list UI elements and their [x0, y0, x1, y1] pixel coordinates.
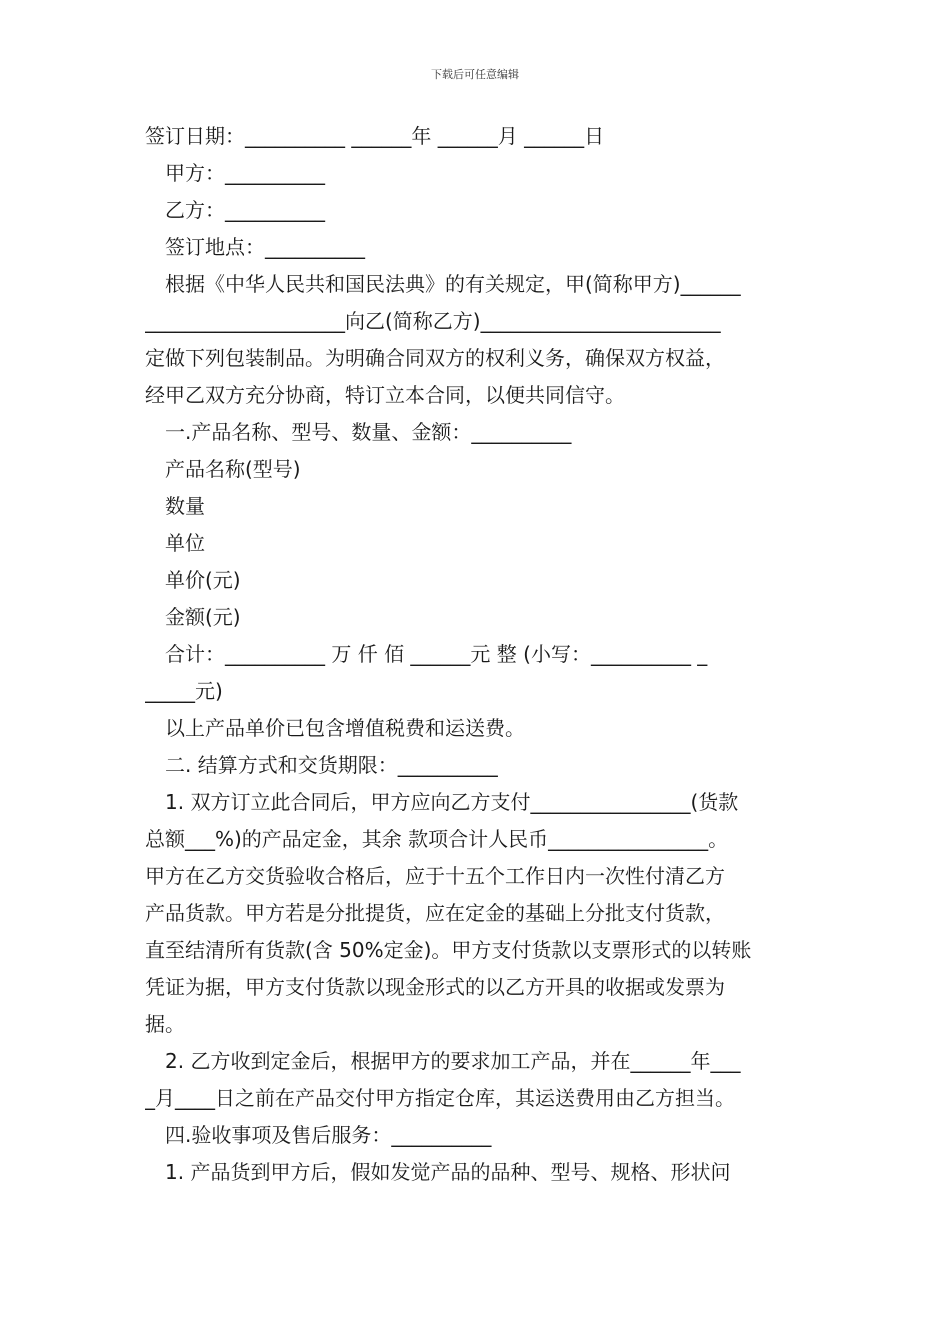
section-heading: 二. 结算方式和交货期限：__________	[165, 753, 498, 777]
sign-place-line: 签订地点：__________	[165, 235, 365, 259]
list-item: 数量	[165, 494, 205, 518]
clause-line: 凭证为据，甲方支付货款以现金形式的以乙方开具的收据或发票为	[145, 975, 725, 999]
clause-line: 1. 产品货到甲方后，假如发觉产品的品种、型号、规格、形状问	[165, 1160, 731, 1184]
paragraph-line: 定做下列包装制品。为明确合同双方的权利义务，确保双方权益，	[145, 346, 725, 370]
clause-line: _月____日之前在产品交付甲方指定仓库，其运送费用由乙方担当。	[145, 1086, 735, 1110]
sign-date-line: 签订日期：__________ ______年 ______月 ______日	[145, 124, 605, 148]
clause-line: 总额___%)的产品定金，其余 款项合计人民币________________。	[145, 827, 729, 851]
list-item: 单位	[165, 531, 205, 555]
page-header: 下载后可任意编辑	[431, 68, 519, 81]
clause-line: 2. 乙方收到定金后，根据甲方的要求加工产品，并在______年___	[165, 1049, 741, 1073]
section-heading: 四.验收事项及售后服务：__________	[165, 1123, 492, 1147]
list-item: 产品名称(型号)	[165, 457, 301, 481]
list-item: 单价(元)	[165, 568, 241, 592]
paragraph-line: 根据《中华人民共和国民法典》的有关规定，甲(简称甲方)______	[165, 272, 741, 296]
party-b-line: 乙方：__________	[165, 198, 325, 222]
clause-line: 1. 双方订立此合同后，甲方应向乙方支付________________(货款	[165, 790, 739, 814]
clause-line: 据。	[145, 1012, 185, 1036]
total-line: 合计：__________ 万 仟 佰 ______元 整 (小写：__________ _	[165, 642, 708, 666]
list-item: 金额(元)	[165, 605, 241, 629]
clause-line: 产品货款。甲方若是分批提货，应在定金的基础上分批支付货款，	[145, 901, 725, 925]
party-a-line: 甲方：__________	[165, 161, 325, 185]
contract-body	[145, 118, 807, 1191]
clause-line: 直至结清所有货款(含 50%定金)。甲方支付货款以支票形式的以转账	[145, 938, 752, 962]
paragraph-line: 经甲乙双方充分协商，特订立本合同，以便共同信守。	[145, 383, 625, 407]
total-line-cont: _____元)	[145, 679, 223, 703]
section-heading: 一.产品名称、型号、数量、金额：__________	[165, 420, 572, 444]
paragraph-line: 以上产品单价已包含增值税费和运送费。	[165, 716, 525, 740]
paragraph-line: ____________________向乙(简称乙方)________________________	[145, 309, 721, 333]
clause-line: 甲方在乙方交货验收合格后，应于十五个工作日内一次性付清乙方	[145, 864, 725, 888]
